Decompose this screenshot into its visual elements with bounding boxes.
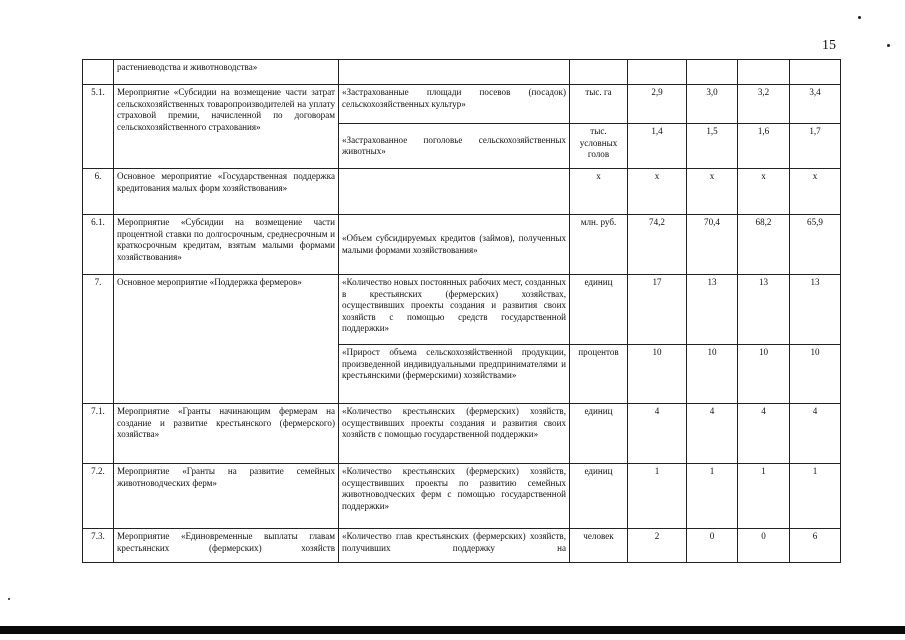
program-indicators-table — [82, 59, 841, 563]
indicator-cell — [339, 169, 570, 215]
event-cell: Мероприятие «Субсидии на возмещение части процентной ставки по долгосрочным, среднесрочным и краткосрочным кредитам, взятым малыми формами хозяйствования» — [114, 215, 339, 275]
indicator-cell: «Количество крестьянских (фермерских) хозяйств, осуществивших проекты создания и развития своих хозяйств с помощью государственной поддержки» — [339, 404, 570, 464]
table-row — [83, 404, 841, 464]
indicator-cell: «Застрахованные площади посевов (посадок) сельскохозяйственных культур» — [339, 85, 570, 124]
unit-cell: тыс. условных голов — [570, 124, 628, 169]
value-cell: 3,0 — [687, 85, 738, 124]
value-cell: 10 — [687, 345, 738, 404]
unit-cell: человек — [570, 529, 628, 563]
row-index: 7.3. — [83, 529, 114, 563]
indicator-cell: «Количество глав крестьянских (фермерских) хозяйств, получивших поддержку на — [339, 529, 570, 563]
value-cell: 68,2 — [738, 215, 790, 275]
indicator-cell: «Объем субсидируемых кредитов (займов), полученных малыми формами хозяйствования» — [339, 215, 570, 275]
value-cell: 17 — [628, 275, 687, 345]
value-cell: 10 — [738, 345, 790, 404]
unit-cell: единиц — [570, 404, 628, 464]
event-cell: Мероприятие «Гранты начинающим фермерам на создание и развитие крестьянского (фермерского) хозяйства» — [114, 404, 339, 464]
page-number: 15 — [822, 38, 836, 53]
unit-cell: тыс. га — [570, 85, 628, 124]
indicator-cell: «Количество крестьянских (фермерских) хозяйств, осуществивших проекты по развитию семейных животноводческих ферм с помощью государственной поддержки» — [339, 464, 570, 529]
value-cell: 1 — [790, 464, 841, 529]
value-cell: х — [687, 169, 738, 215]
value-cell: 1 — [687, 464, 738, 529]
value-cell: 1,7 — [790, 124, 841, 169]
indicator-cell: «Количество новых постоянных рабочих мест, созданных в крестьянских (фермерских) хозяйствах, осуществивших проекты создания и развития своих хозяйств с помощью средств государственной поддержки» — [339, 275, 570, 345]
value-cell: 70,4 — [687, 215, 738, 275]
unit-cell: процентов — [570, 345, 628, 404]
row-index: 6.1. — [83, 215, 114, 275]
unit-cell: единиц — [570, 275, 628, 345]
value-cell: 10 — [790, 345, 841, 404]
table-row — [83, 464, 841, 529]
scan-speck — [8, 598, 10, 600]
table-row — [83, 169, 841, 215]
value-cell: 13 — [687, 275, 738, 345]
scan-speck — [887, 44, 890, 47]
value-cell — [628, 60, 687, 85]
value-cell: 3,4 — [790, 85, 841, 124]
row-index: 7.2. — [83, 464, 114, 529]
value-cell: х — [738, 169, 790, 215]
event-cell: Мероприятие «Субсидии на возмещение части затрат сельскохозяйственных товаропроизводителей на уплату страховой премии, начисленной по договорам сельскохозяйственного страхования» — [114, 85, 339, 169]
value-cell: 4 — [738, 404, 790, 464]
value-cell: 2 — [628, 529, 687, 563]
table-row — [83, 275, 841, 345]
value-cell: 13 — [738, 275, 790, 345]
table-row — [83, 215, 841, 275]
value-cell: 65,9 — [790, 215, 841, 275]
table-row — [83, 85, 841, 124]
row-index — [83, 60, 114, 85]
scan-speck — [858, 16, 861, 19]
row-index: 5.1. — [83, 85, 114, 169]
value-cell — [738, 60, 790, 85]
value-cell: 0 — [687, 529, 738, 563]
value-cell: 3,2 — [738, 85, 790, 124]
value-cell: х — [790, 169, 841, 215]
row-index: 6. — [83, 169, 114, 215]
value-cell: 4 — [790, 404, 841, 464]
indicator-cell — [339, 60, 570, 85]
event-cell: Мероприятие «Единовременные выплаты главам крестьянских (фермерских) хозяйств — [114, 529, 339, 563]
row-index: 7. — [83, 275, 114, 404]
unit-cell: единиц — [570, 464, 628, 529]
value-cell — [790, 60, 841, 85]
value-cell: 1 — [628, 464, 687, 529]
value-cell: 1,6 — [738, 124, 790, 169]
value-cell: 1 — [738, 464, 790, 529]
value-cell: 1,4 — [628, 124, 687, 169]
value-cell: 4 — [628, 404, 687, 464]
value-cell: 1,5 — [687, 124, 738, 169]
unit-cell — [570, 60, 628, 85]
event-cell: Мероприятие «Гранты на развитие семейных животноводческих ферм» — [114, 464, 339, 529]
indicator-cell: «Прирост объема сельскохозяйственной продукции, произведенной индивидуальными предпринимателями и крестьянскими (фермерскими) хозяйствами» — [339, 345, 570, 404]
event-cell: Основное мероприятие «Государственная поддержка кредитования малых форм хозяйствования» — [114, 169, 339, 215]
value-cell: 4 — [687, 404, 738, 464]
event-cell: Основное мероприятие «Поддержка фермеров» — [114, 275, 339, 404]
unit-cell: х — [570, 169, 628, 215]
value-cell: 0 — [738, 529, 790, 563]
table-row — [83, 60, 841, 85]
value-cell: 74,2 — [628, 215, 687, 275]
value-cell: х — [628, 169, 687, 215]
value-cell: 2,9 — [628, 85, 687, 124]
event-cell: растениеводства и животноводства» — [114, 60, 339, 85]
row-index: 7.1. — [83, 404, 114, 464]
table-row — [83, 529, 841, 563]
value-cell: 13 — [790, 275, 841, 345]
value-cell: 6 — [790, 529, 841, 563]
value-cell: 10 — [628, 345, 687, 404]
indicator-cell: «Застрахованное поголовье сельскохозяйственных животных» — [339, 124, 570, 169]
unit-cell: млн. руб. — [570, 215, 628, 275]
value-cell — [687, 60, 738, 85]
scan-edge-bar — [0, 626, 905, 634]
